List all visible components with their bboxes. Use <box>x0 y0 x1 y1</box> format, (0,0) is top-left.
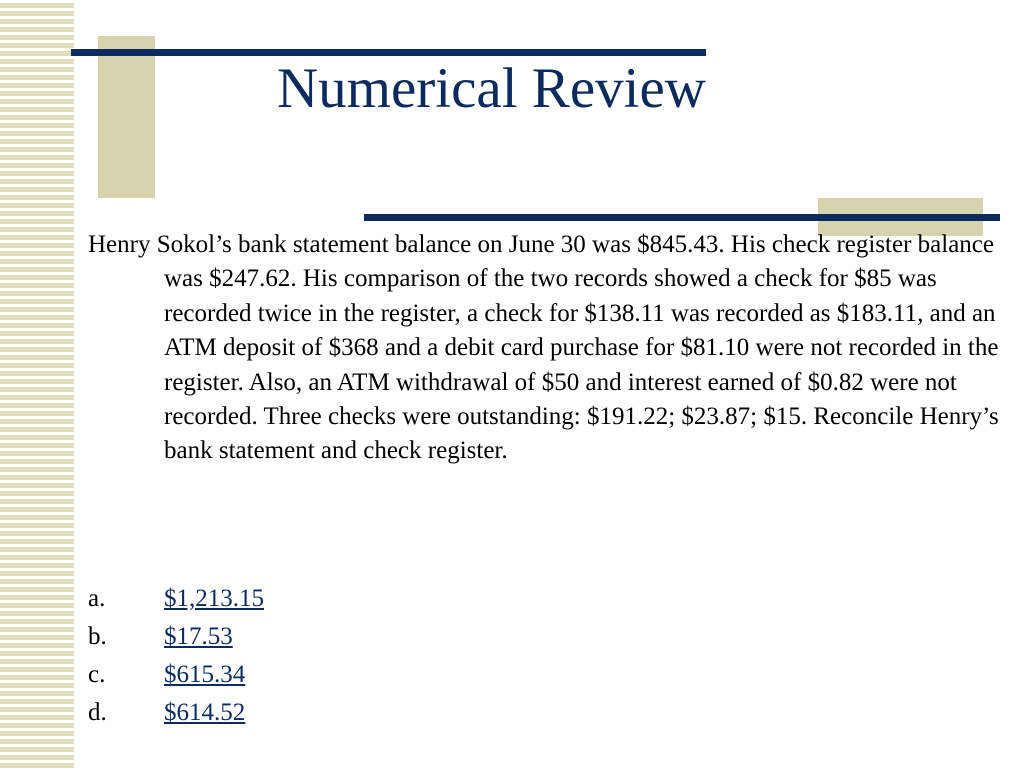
decorative-beige-block-top <box>98 36 155 198</box>
answer-link[interactable]: $17.53 <box>164 623 233 650</box>
answer-link[interactable]: $615.34 <box>164 661 246 688</box>
answer-link[interactable]: $1,213.15 <box>164 585 264 612</box>
answer-letter: a. <box>88 585 106 612</box>
answer-option-b <box>88 618 264 656</box>
title-rule-top <box>71 49 706 56</box>
answer-link[interactable]: $614.52 <box>164 699 246 726</box>
answer-letter: b. <box>88 623 107 650</box>
left-striped-border <box>0 0 74 768</box>
slide-title: Numerical Review <box>277 57 706 120</box>
problem-text: Henry Sokol’s bank statement balance on June 30 was $845.43. His check register balance was $247.62. His comparison of the two records showed a check for $85 was recorded twice in the register, a check for $138.11 was recorded as $183.11, and an ATM deposit of $368 and a debit card purchase for $81.10 were not recorded in the register. Also, an ATM withdrawal of $50 and interest earned of $0.82 were not recorded. Three checks were outstanding: $191.22; $23.87; $15. Reconcile Henry’s bank statement and check register. <box>88 231 999 465</box>
answer-letter: d. <box>88 699 107 726</box>
answer-option-d <box>88 694 264 732</box>
answer-option-c <box>88 656 264 694</box>
title-rule-bottom <box>364 214 1000 221</box>
answer-list <box>88 580 264 732</box>
answer-letter: c. <box>88 661 106 688</box>
answer-option-a <box>88 580 264 618</box>
